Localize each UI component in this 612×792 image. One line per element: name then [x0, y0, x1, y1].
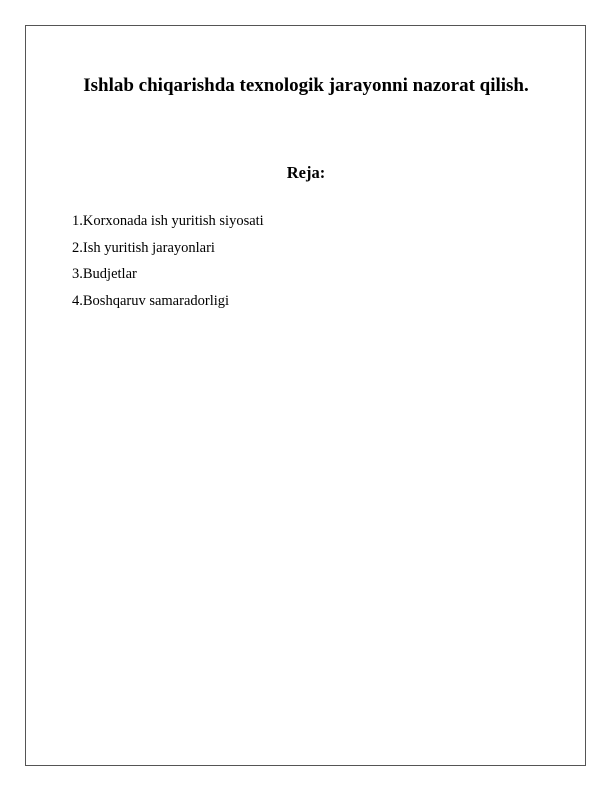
plan-item-2: 2.Ish yuritish jarayonlari — [72, 239, 215, 256]
plan-item-3: 3.Budjetlar — [72, 266, 137, 282]
plan-item-1: 1.Korxonada ish yuritish siyosati — [72, 213, 264, 229]
page-border — [25, 25, 586, 766]
plan-list — [72, 208, 264, 314]
document-title: Ishlab chiqarishda texnologik jarayonni nazorat qilish. — [83, 75, 529, 96]
plan-item-4: 4.Boshqaruv samaradorligi — [72, 292, 230, 309]
plan-heading: Reja: — [286, 163, 326, 182]
